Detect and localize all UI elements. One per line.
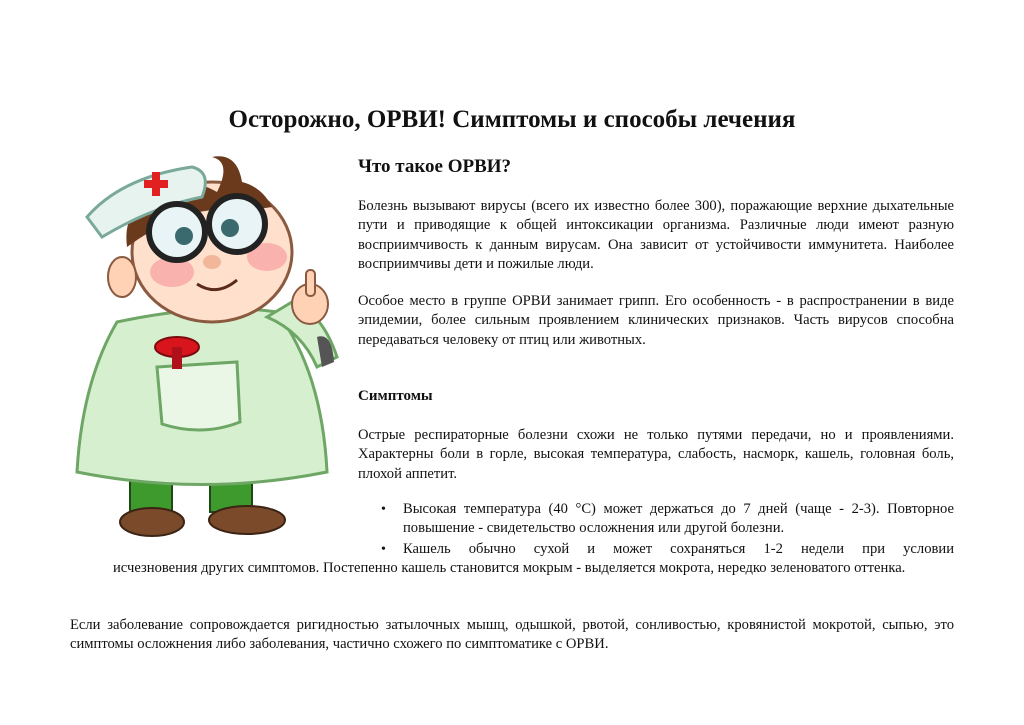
bullet-icon: • (381, 502, 386, 517)
list-item-temperature (381, 500, 954, 539)
paragraph-flu: Особое место в группе ОРВИ занимает грипп. Его особенность - в распространении в виде эпидемии, более сильным проявлением клинических признаков. Часть вирусов способна передаваться человеку от птиц или животных. (358, 293, 954, 348)
section-heading-what-is: Что такое ОРВИ? (358, 156, 512, 177)
list-item-text: Высокая температура (40 °С) может держаться до 7 дней (чаще - 2-3). Повторное повышение - свидетельство осложнения или другой болезни. (403, 501, 954, 537)
list-item-cough (381, 540, 954, 559)
bullet-icon: • (381, 542, 386, 557)
paragraph-viruses: Болезнь вызывают вирусы (всего их известно более 300), поражающие верхние дыхательные пути и приводящие к общей интоксикации организма. Различные люди имеют разную восприимчивость к данным вирусам. Она зависит от устойчивости иммунитета. Наиболее восприимчивы дети и пожилые люди. (358, 198, 954, 273)
page-title: Осторожно, ОРВИ! Симптомы и способы лечения (228, 106, 796, 133)
list-item-cough-continued: исчезновения других симптомов. Постепенно кашель становится мокрым - выделяется мокрота, нередко зеленоватого оттенка. (113, 560, 906, 576)
doctor-illustration (62, 152, 362, 547)
paragraph-symptoms: Острые респираторные болезни схожи не только путями передачи, но и проявлениями. Характерны боли в горле, высокая температура, слабость, насморк, кашель, головная боль, плохой аппетит. (358, 427, 954, 482)
section-heading-symptoms: Симптомы (358, 388, 433, 404)
paragraph-complications: Если заболевание сопровождается ригидностью затылочных мышц, одышкой, рвотой, сонливостью, кровянистой мокротой, сыпью, это симптомы осложнения либо заболевания, частично схожего по симптоматике с ОРВИ. (70, 617, 954, 653)
list-item-text: Кашель обычно сухой и может сохраняться 1-2 недели при условии (403, 541, 954, 557)
